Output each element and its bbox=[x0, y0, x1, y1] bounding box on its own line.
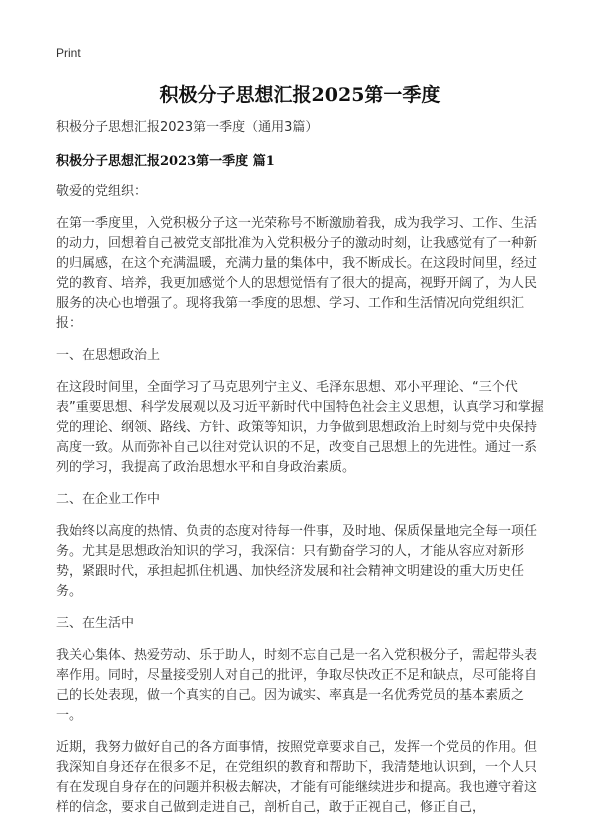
salutation: 敬爱的党组织： bbox=[56, 184, 148, 199]
document-subtitle: 积极分子思想汇报2023第一季度（通用3篇） bbox=[56, 120, 319, 135]
heading-work: 二、在企业工作中 bbox=[56, 492, 161, 507]
document-body bbox=[56, 118, 546, 830]
print-label[interactable]: Print bbox=[56, 46, 81, 60]
document-title: 积极分子思想汇报2025第一季度 bbox=[159, 84, 441, 106]
paragraph-politics: 在这段时间里，全面学习了马克思列宁主义、毛泽东思想、邓小平理论、“三个代表”重要思想、科学发展观以及习近平新时代中国特色社会主义思想，认真学习和掌握党的理论、纲领、路线、方针、政策等知识，力争做到思想政治上时刻与党中央保持高度一致。从而弥补自己以往对党认识的不足，改变自己思想上的先进性。通过一系列的学习，我提高了政治思想水平和自身政治素质。 bbox=[56, 380, 544, 475]
heading-politics: 一、在思想政治上 bbox=[56, 348, 161, 363]
paragraph-intro: 在第一季度里，入党积极分子这一光荣称号不断激励着我，成为我学习、工作、生活的动力，回想着自己被党支部批准为入党积极分子的激动时刻，让我感觉有了一种新的归属感，在这个充满温暖，充满力量的集体中，我不断成长。在这段时间里，经过党的教育、培养，我更加感觉个人的思想觉悟有了很大的提高，视野开阔了，为人民服务的决心也增强了。现将我第一季度的思想、学习、工作和生活情况向党组织汇报： bbox=[56, 216, 538, 331]
section-heading: 积极分子思想汇报2023第一季度 篇1 bbox=[56, 154, 275, 169]
paragraph-recent: 近期，我努力做好自己的各方面事情，按照党章要求自己，发挥一个党员的作用。但我深知自身还存在很多不足，在党组织的教育和帮助下，我清楚地认识到，一个人只有在发现自身存在的问题并积极去解决，才能有可能继续进步和提高。我也遵守着这样的信念，要求自己做到走进自己，剖析自己，敢于正视自己，修正自己， bbox=[56, 740, 538, 815]
paragraph-work: 我始终以高度的热情、负责的态度对待每一件事，及时地、保质保量地完全每一项任务。尤其是思想政治知识的学习，我深信：只有勤奋学习的人，才能从容应对新形势，紧跟时代，承担起抓住机遇、加快经济发展和社会精神文明建设的重大历史任务。 bbox=[56, 524, 538, 599]
heading-life: 三、在生活中 bbox=[56, 616, 135, 631]
paragraph-life: 我关心集体、热爱劳动、乐于助人，时刻不忘自己是一名入党积极分子，需起带头表率作用。同时，尽量接受别人对自己的批评，争取尽快改正不足和缺点，尽可能将自己的长处表现，做一个真实的自己。因为诚实、率真是一名优秀党员的基本素质之一。 bbox=[56, 648, 538, 723]
